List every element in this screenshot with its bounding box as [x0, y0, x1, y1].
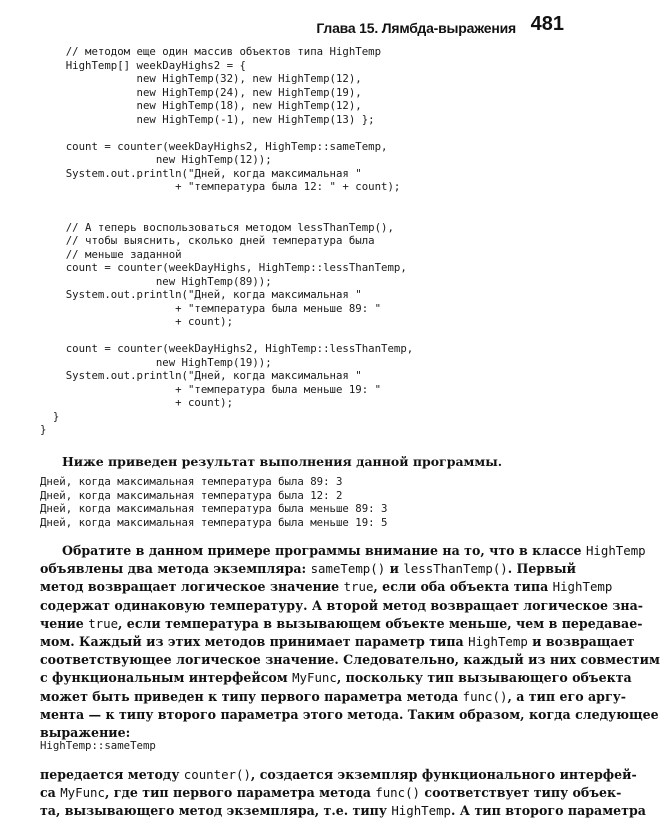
- text-run: мом. Каждый из этих методов принимает параметр типа: [40, 634, 469, 650]
- text-line: [40, 784, 622, 802]
- code-term: sameTemp(): [310, 561, 386, 577]
- code-term: HighTemp: [468, 634, 528, 650]
- text-line: мента — к типу второго параметра этого метода. Таким образом, когда следующее: [40, 706, 659, 722]
- code-term: HighTemp: [391, 803, 452, 819]
- code-line: new HighTemp(32), new HighTemp(12),: [136, 72, 362, 85]
- page-header: [0, 8, 600, 44]
- text-line: [40, 542, 646, 560]
- code-line: }: [40, 423, 47, 436]
- text-line: [40, 669, 632, 687]
- paragraph-continuation: [40, 766, 646, 821]
- text-line: соответствующее логическое значение. Следовательно, каждый из них совместим: [40, 652, 660, 668]
- text-run: с функциональным интерфейсом: [40, 670, 293, 686]
- code-line: + count);: [175, 315, 234, 328]
- text-run: передается методу: [40, 767, 184, 782]
- code-line: new HighTemp(12));: [155, 153, 272, 166]
- code-line: HighTemp[] weekDayHighs2 = {: [65, 58, 246, 72]
- code-line: new HighTemp(89));: [155, 274, 272, 288]
- text-line: [40, 615, 643, 633]
- code-term: lessThanTemp(): [403, 561, 508, 577]
- text-run: соответствует типу объек-: [420, 785, 622, 801]
- text-run: , поскольку тип вызывающего объекта: [336, 670, 632, 686]
- code-line: new HighTemp(-1), new HighTemp(13) };: [136, 112, 375, 126]
- code-line: }: [52, 409, 60, 423]
- text-line: [40, 578, 613, 596]
- code-line: // А теперь воспользоваться методом lessThanTemp(),: [65, 220, 394, 234]
- code-term: HighTemp: [585, 543, 646, 558]
- text-line: [40, 560, 576, 578]
- code-term: true: [343, 579, 374, 595]
- text-run: , создается экземпляр функционального интерфей-: [250, 767, 637, 782]
- code-line: new HighTemp(24), new HighTemp(19),: [136, 85, 362, 99]
- code-line: + "температура была меньше 89: ": [175, 301, 382, 315]
- text-run: , если оба объекта типа: [373, 579, 553, 595]
- text-line: [40, 688, 626, 706]
- output-intro: Ниже приведен результат выполнения данной программы.: [62, 454, 503, 469]
- code-line: System.out.println("Дней, когда максимальная ": [65, 288, 362, 301]
- code-listing: [40, 45, 413, 437]
- code-line: count = counter(weekDayHighs2, HighTemp::lessThanTemp,: [65, 342, 414, 355]
- text-line: содержат одинаковую температуру. А второй метод возвращает логическое зна-: [40, 597, 644, 613]
- text-run: та, вызывающего метод экземпляра, т.е. типу: [40, 803, 392, 819]
- text-run: са: [40, 785, 61, 801]
- page-number: 481: [530, 13, 564, 35]
- code-line: // чтобы выяснить, сколько дней температура была: [65, 234, 375, 247]
- text-run: и: [385, 561, 404, 577]
- text-run: , где тип первого параметра метода: [104, 785, 376, 801]
- text-run: и возвращает: [527, 634, 635, 650]
- code-line: Дней, когда максимальная температура была 12: 2: [40, 488, 343, 502]
- chapter-title: Глава 15. Лямбда-выражения: [316, 20, 516, 36]
- code-term: true: [88, 615, 119, 631]
- code-line: System.out.println("Дней, когда максимальная ": [65, 166, 362, 180]
- code-term: HighTemp: [552, 579, 613, 595]
- program-output: [40, 475, 387, 529]
- code-term: counter(): [183, 767, 251, 782]
- text-run: чение: [40, 615, 89, 631]
- code-line: System.out.println("Дней, когда максимальная ": [65, 369, 362, 382]
- code-line: + count);: [175, 396, 234, 409]
- text-line: выражение:: [40, 725, 131, 741]
- text-line: [40, 802, 646, 820]
- code-term: MyFunc: [292, 670, 337, 686]
- code-term: MyFunc: [60, 785, 105, 801]
- code-line: // меньше заданной: [65, 247, 182, 261]
- text-run: , а тип его аргу-: [507, 688, 626, 704]
- code-line: Дней, когда максимальная температура была 89: 3: [40, 475, 343, 488]
- text-run: объявлены два метода экземпляра:: [40, 561, 311, 577]
- code-expression: HighTemp::sameTemp: [40, 739, 156, 752]
- text-run: , если температура в вызывающем объекте меньше, чем в передавае-: [118, 615, 643, 631]
- text-run: метод возвращает логическое значение: [40, 579, 344, 595]
- code-term: func(): [375, 785, 421, 801]
- text-run: может быть приведен к типу первого параметра метода: [40, 688, 463, 704]
- text-run: Обратите в данном примере программы внимание на то, что в классе: [62, 543, 586, 558]
- code-line: + "температура была меньше 19: ": [175, 382, 382, 396]
- code-line: Дней, когда максимальная температура была меньше 89: 3: [40, 502, 388, 515]
- paragraph-explanation: [40, 542, 660, 742]
- code-line: + "температура была 12: " + count);: [175, 180, 401, 193]
- text-run: . А тип второго параметра: [451, 803, 646, 819]
- text-line: [40, 766, 637, 784]
- text-run: . Первый: [507, 561, 576, 577]
- code-line: new HighTemp(19));: [155, 355, 272, 369]
- code-line: count = counter(weekDayHighs2, HighTemp::sameTemp,: [65, 139, 388, 153]
- code-term: func(): [462, 688, 508, 704]
- code-line: count = counter(weekDayHighs, HighTemp::lessThanTemp,: [65, 261, 407, 274]
- code-line: // методом еще один массив объектов типа HighTemp: [65, 45, 382, 58]
- text-line: [40, 633, 635, 651]
- code-line: Дней, когда максимальная температура была меньше 19: 5: [40, 515, 388, 529]
- code-line: new HighTemp(18), new HighTemp(12),: [136, 99, 362, 112]
